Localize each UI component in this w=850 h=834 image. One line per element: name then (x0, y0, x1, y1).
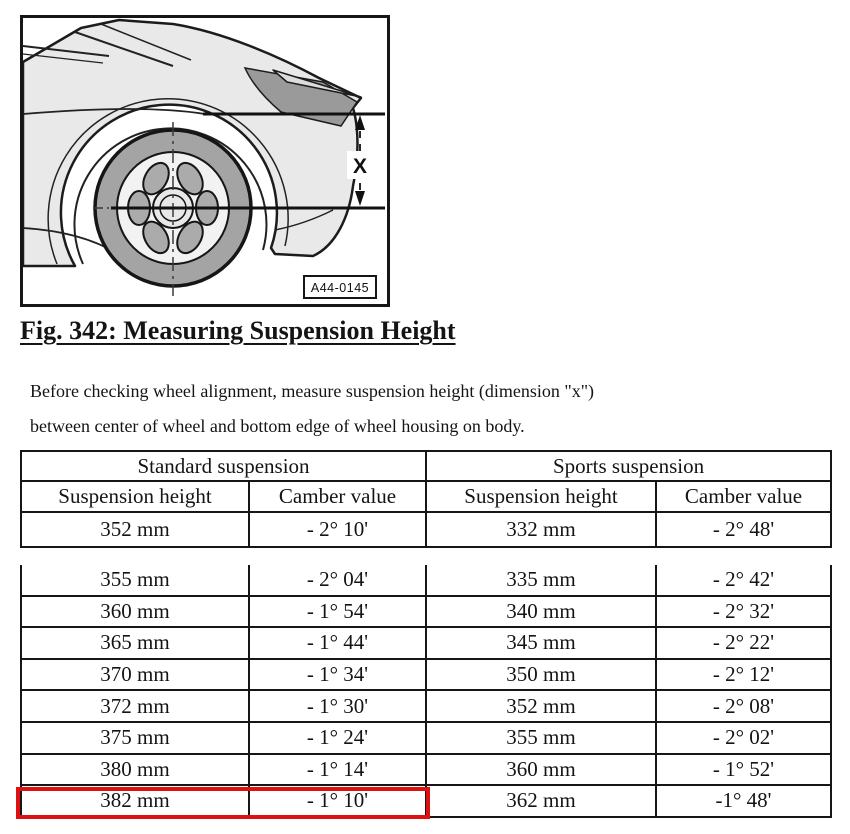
table-cell: 352 mm (21, 512, 249, 547)
table-cell: 352 mm (426, 690, 656, 722)
group-header-standard: Standard suspension (21, 451, 426, 481)
column-header: Suspension height (426, 481, 656, 512)
table-cell: - 1° 10' (249, 785, 426, 817)
table-row (21, 565, 831, 596)
table-cell: - 2° 22' (656, 627, 831, 659)
suspension-height-figure (20, 15, 390, 307)
table-column-header-row (21, 481, 831, 512)
dimension-arrow-down (355, 191, 365, 206)
dimension-x-label: X (352, 155, 368, 178)
intro-line-2: between center of wheel and bottom edge of wheel housing on body. (30, 416, 525, 436)
table-cell: 355 mm (21, 565, 249, 596)
table-row (21, 722, 831, 754)
table-cell: - 2° 08' (656, 690, 831, 722)
table-cell: 335 mm (426, 565, 656, 596)
table-row (21, 596, 831, 628)
suspension-table-values-part (20, 565, 832, 818)
table-cell: - 2° 10' (249, 512, 426, 547)
table-row (21, 659, 831, 691)
table-cell: 365 mm (21, 627, 249, 659)
table-cell: -1° 48' (656, 785, 831, 817)
column-header: Camber value (656, 481, 831, 512)
table-cell: 340 mm (426, 596, 656, 628)
table-cell: 360 mm (21, 596, 249, 628)
table-cell: - 1° 44' (249, 627, 426, 659)
car-wheel-illustration (23, 18, 387, 304)
table-cell: 360 mm (426, 754, 656, 786)
table-cell: 372 mm (21, 690, 249, 722)
figure-caption: Fig. 342: Measuring Suspension Height (20, 316, 456, 345)
table-cell: - 2° 42' (656, 565, 831, 596)
table-row-highlighted (21, 785, 831, 817)
intro-paragraph (30, 374, 594, 444)
table-cell: 375 mm (21, 722, 249, 754)
table-cell: 355 mm (426, 722, 656, 754)
table-cell: - 1° 14' (249, 754, 426, 786)
table-cell: 332 mm (426, 512, 656, 547)
table-group-header-row (21, 451, 831, 481)
table-cell: 345 mm (426, 627, 656, 659)
table-cell: - 1° 52' (656, 754, 831, 786)
figure-code-label: A44-0145 (310, 281, 370, 295)
table-cell: - 1° 54' (249, 596, 426, 628)
table-row (21, 690, 831, 722)
table-cell: - 1° 34' (249, 659, 426, 691)
table-cell: 382 mm (21, 785, 249, 817)
table-cell: - 2° 04' (249, 565, 426, 596)
table-cell: 380 mm (21, 754, 249, 786)
table-row (21, 627, 831, 659)
table-cell: - 2° 48' (656, 512, 831, 547)
column-header: Suspension height (21, 481, 249, 512)
column-header: Camber value (249, 481, 426, 512)
table-cell: - 2° 32' (656, 596, 831, 628)
group-header-sports: Sports suspension (426, 451, 831, 481)
table-row (21, 512, 831, 547)
table-cell: - 2° 02' (656, 722, 831, 754)
table-cell: - 2° 12' (656, 659, 831, 691)
table-cell: - 1° 24' (249, 722, 426, 754)
table-cell: 362 mm (426, 785, 656, 817)
table-cell: - 1° 30' (249, 690, 426, 722)
table-cell: 370 mm (21, 659, 249, 691)
table-row (21, 754, 831, 786)
table-cell: 350 mm (426, 659, 656, 691)
suspension-table-header-part (20, 450, 832, 548)
intro-line-1: Before checking wheel alignment, measure suspension height (dimension "x") (30, 381, 595, 401)
